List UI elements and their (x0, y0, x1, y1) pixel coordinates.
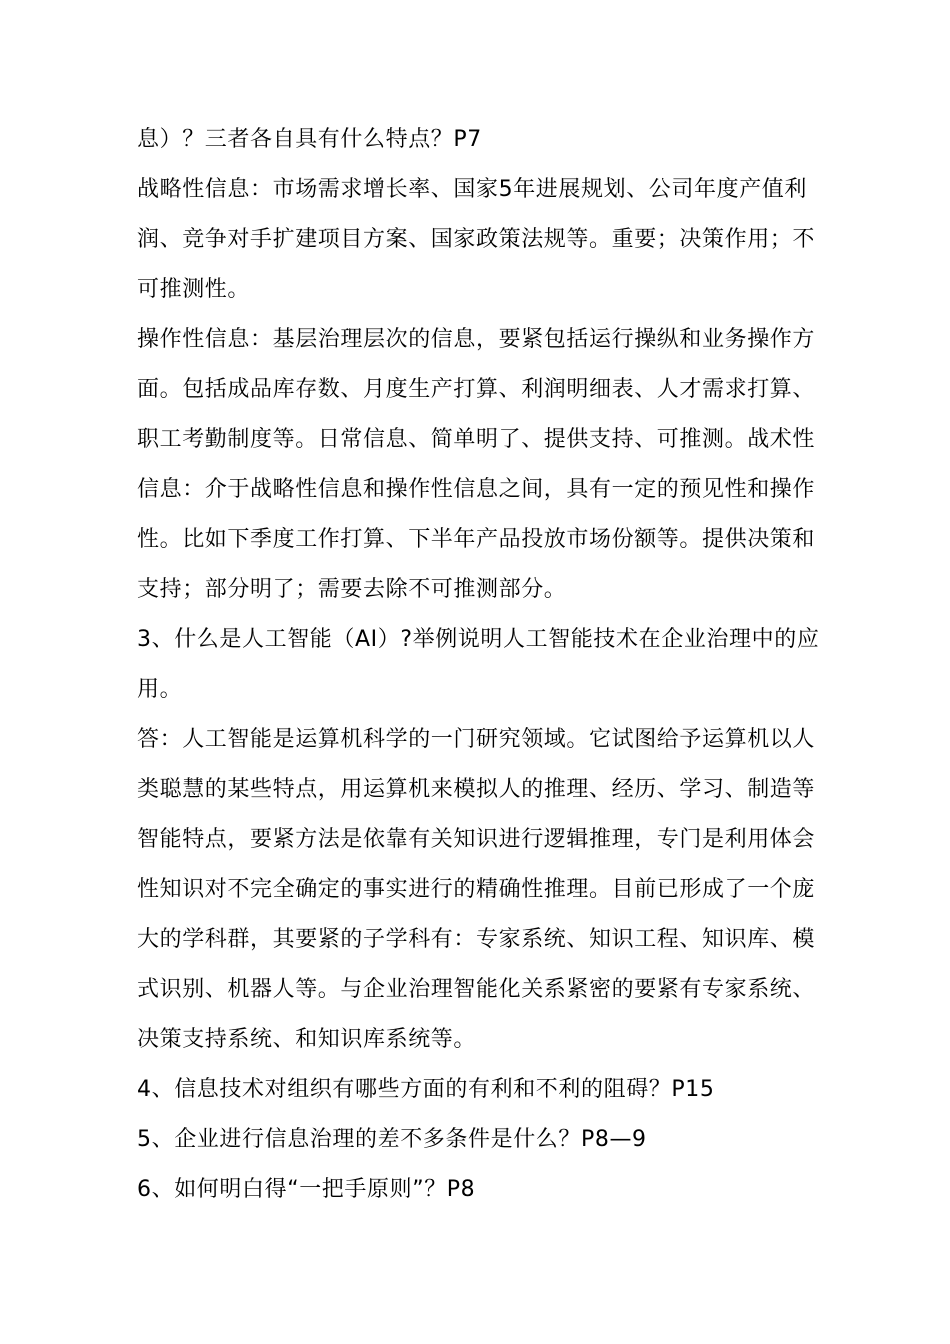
question-3-line-2: 用。 (137, 677, 183, 702)
text-line-operational-info-3: 职工考勤制度等。日常信息、简单明了、提供支持、可推测。战术性 (137, 427, 816, 452)
text-line-tactical-info-3: 支持；部分明了；需要去除不可推测部分。 (137, 577, 567, 602)
question-4: 4、信息技术对组织有哪些方面的有利和不利的阻碍？P15 (137, 1077, 715, 1102)
text-line-p7-question-tail: 息）？三者各自具有什么特点？P7 (137, 127, 482, 152)
text-line-operational-info-1: 操作性信息：基层治理层次的信息，要紧包括运行操纵和业务操作方 (137, 327, 816, 352)
text-line-operational-info-2: 面。包括成品库存数、月度生产打算、利润明细表、人才需求打算、 (137, 377, 816, 402)
text-line-strategic-info-3: 可推测性。 (137, 277, 251, 302)
answer-3-line-1: 答：人工智能是运算机科学的一门研究领域。它试图给予运算机以人 (137, 727, 816, 752)
answer-3-line-7: 决策支持系统、和知识库系统等。 (137, 1027, 477, 1052)
text-line-tactical-info-2: 性。比如下季度工作打算、下半年产品投放市场份额等。提供决策和 (137, 527, 816, 552)
answer-3-line-3: 智能特点，要紧方法是依靠有关知识进行逻辑推理，专门是利用体会 (137, 827, 816, 852)
answer-3-line-6: 式识别、机器人等。与企业治理智能化关系紧密的要紧有专家系统、 (137, 977, 816, 1002)
text-line-strategic-info-1: 战略性信息：市场需求增长率、国家5年进展规划、公司年度产值利 (137, 177, 807, 202)
answer-3-line-5: 大的学科群，其要紧的子学科有：专家系统、知识工程、知识库、模 (137, 927, 816, 952)
question-6: 6、如何明白得“一把手原则”？P8 (137, 1177, 476, 1202)
question-3-line-1: 3、什么是人工智能（AI）?举例说明人工智能技术在企业治理中的应 (137, 627, 820, 652)
text-line-strategic-info-2: 润、竞争对手扩建项目方案、国家政策法规等。重要；决策作用；不 (137, 227, 816, 252)
text-line-tactical-info-1: 信息：介于战略性信息和操作性信息之间，具有一定的预见性和操作 (137, 477, 816, 502)
question-5: 5、企业进行信息治理的差不多条件是什么？P8—9 (137, 1127, 647, 1152)
answer-3-line-4: 性知识对不完全确定的事实进行的精确性推理。目前已形成了一个庞 (137, 877, 816, 902)
answer-3-line-2: 类聪慧的某些特点，用运算机来模拟人的推理、经历、学习、制造等 (137, 777, 816, 802)
